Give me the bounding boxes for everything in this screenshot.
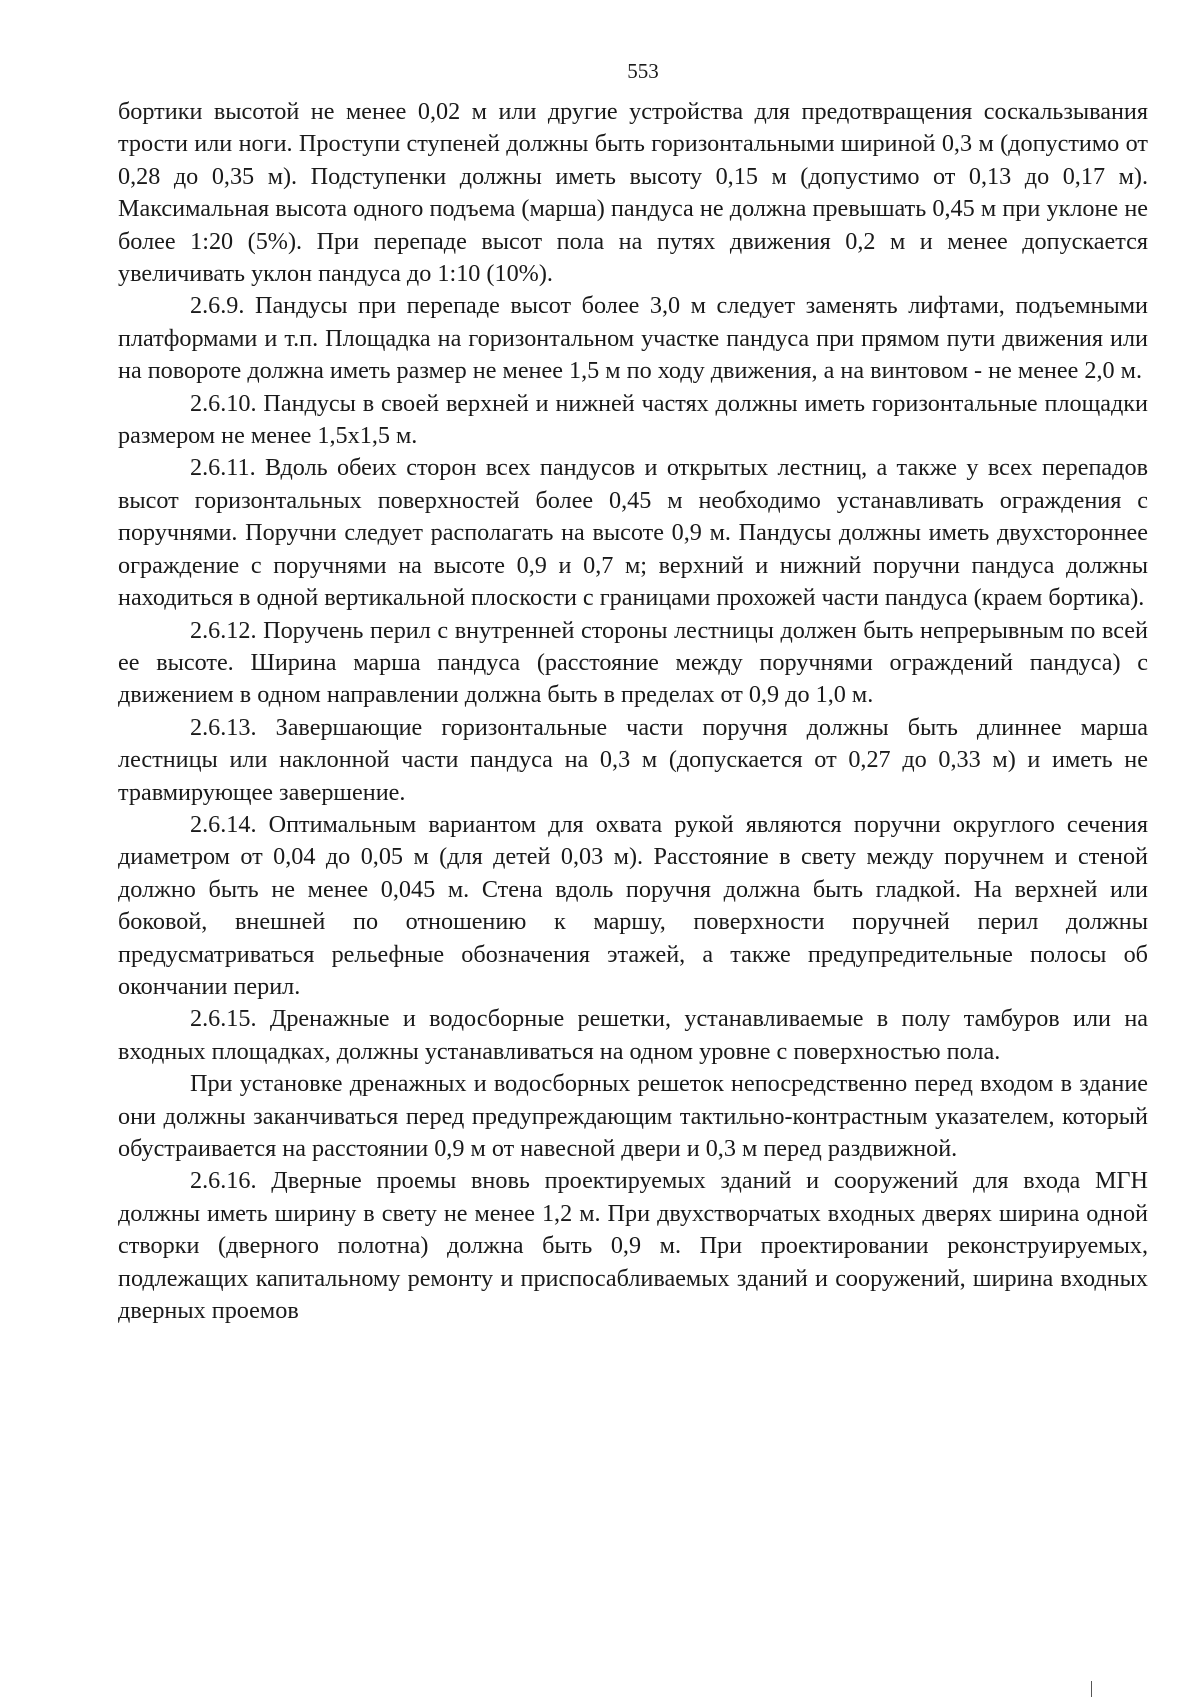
paragraph-2-6-16: 2.6.16. Дверные проемы вновь проектируемых зданий и сооружений для входа МГН должны иметь ширину в свету не менее 1,2 м. При двухстворчатых входных дверях ширина одной створки (дверного полотна) должна быть 0,9 м. При проектировании реконструируемых, подлежащих капитальному ремонту и приспосабливаемых зданий и сооружений, ширина входных дверных проемов — [118, 1167, 1148, 1325]
paragraph-2-6-9: 2.6.9. Пандусы при перепаде высот более 3,0 м следует заменять лифтами, подъемными платформами и т.п. Площадка на горизонтальном участке пандуса при прямом пути движения или на повороте должна иметь размер не менее 1,5 м по ходу движения, а на винтовом - не менее 2,0 м. — [118, 292, 1148, 385]
scan-edge-mark — [1091, 1681, 1092, 1697]
paragraph-2-6-12: 2.6.12. Поручень перил с внутренней стороны лестницы должен быть непрерывным по всей ее высоте. Ширина марша пандуса (расстояние между поручнями ограждений пандуса) с движением в одном направлении должна быть в пределах от 0,9 до 1,0 м. — [118, 616, 1148, 709]
paragraph-2-6-15: 2.6.15. Дренажные и водосборные решетки, устанавливаемые в полу тамбуров или на входных площадках, должны устанавливаться на одном уровне с поверхностью пола. — [118, 1005, 1148, 1065]
document-page — [118, 58, 1148, 1658]
paragraph-2-6-14: 2.6.14. Оптимальным вариантом для охвата рукой являются поручни округлого сечения диаметром от 0,04 до 0,05 м (для детей 0,03 м). Расстояние в свету между поручнем и стеной должно быть не менее 0,045 м. Стена вдоль поручня должна быть гладкой. На верхней или боковой, внешней по отношению к маршу, поверхности поручней перил должны предусматриваться рельефные обозначения этажей, а также предупредительные полосы об окончании перил. — [118, 810, 1148, 1000]
paragraph-continuation: бортики высотой не менее 0,02 м или другие устройства для предотвращения соскальзывания трости или ноги. Проступи ступеней должны быть горизонтальными шириной 0,3 м (допустимо от 0,28 до 0,35 м). Подступенки должны иметь высоту 0,15 м (допустимо от 0,13 до 0,17 м). Максимальная высота одного подъема (марша) пандуса не должна превышать 0,45 м при уклоне не более 1:20 (5%). При перепаде высот пола на путях движения 0,2 м и менее допускается увеличивать уклон пандуса до 1:10 (10%). — [118, 98, 1148, 288]
page-number: 553 — [627, 59, 659, 83]
paragraph-2-6-15-cont: При установке дренажных и водосборных решеток непосредственно перед входом в здание они должны заканчиваться перед предупреждающим тактильно-контрастным указателем, который обустраивается на расстоянии 0,9 м от навесной двери и 0,3 м перед раздвижной. — [118, 1070, 1148, 1162]
paragraph-2-6-11: 2.6.11. Вдоль обеих сторон всех пандусов и открытых лестниц, а также у всех перепадов высот горизонтальных поверхностей более 0,45 м необходимо устанавливать ограждения с поручнями. Поручни следует располагать на высоте 0,9 м. Пандусы должны иметь двухстороннее ограждение с поручнями на высоте 0,9 и 0,7 м; верхний и нижний поручни пандуса должны находиться в одной вертикальной плоскости с границами прохожей части пандуса (краем бортика). — [118, 454, 1148, 612]
paragraph-2-6-13: 2.6.13. Завершающие горизонтальные части поручня должны быть длиннее марша лестницы или наклонной части пандуса на 0,3 м (допускается от 0,27 до 0,33 м) и иметь не травмирующее завершение. — [118, 713, 1148, 806]
paragraph-2-6-10: 2.6.10. Пандусы в своей верхней и нижней частях должны иметь горизонтальные площадки размером не менее 1,5x1,5 м. — [118, 389, 1148, 450]
document-body — [118, 96, 1148, 1327]
